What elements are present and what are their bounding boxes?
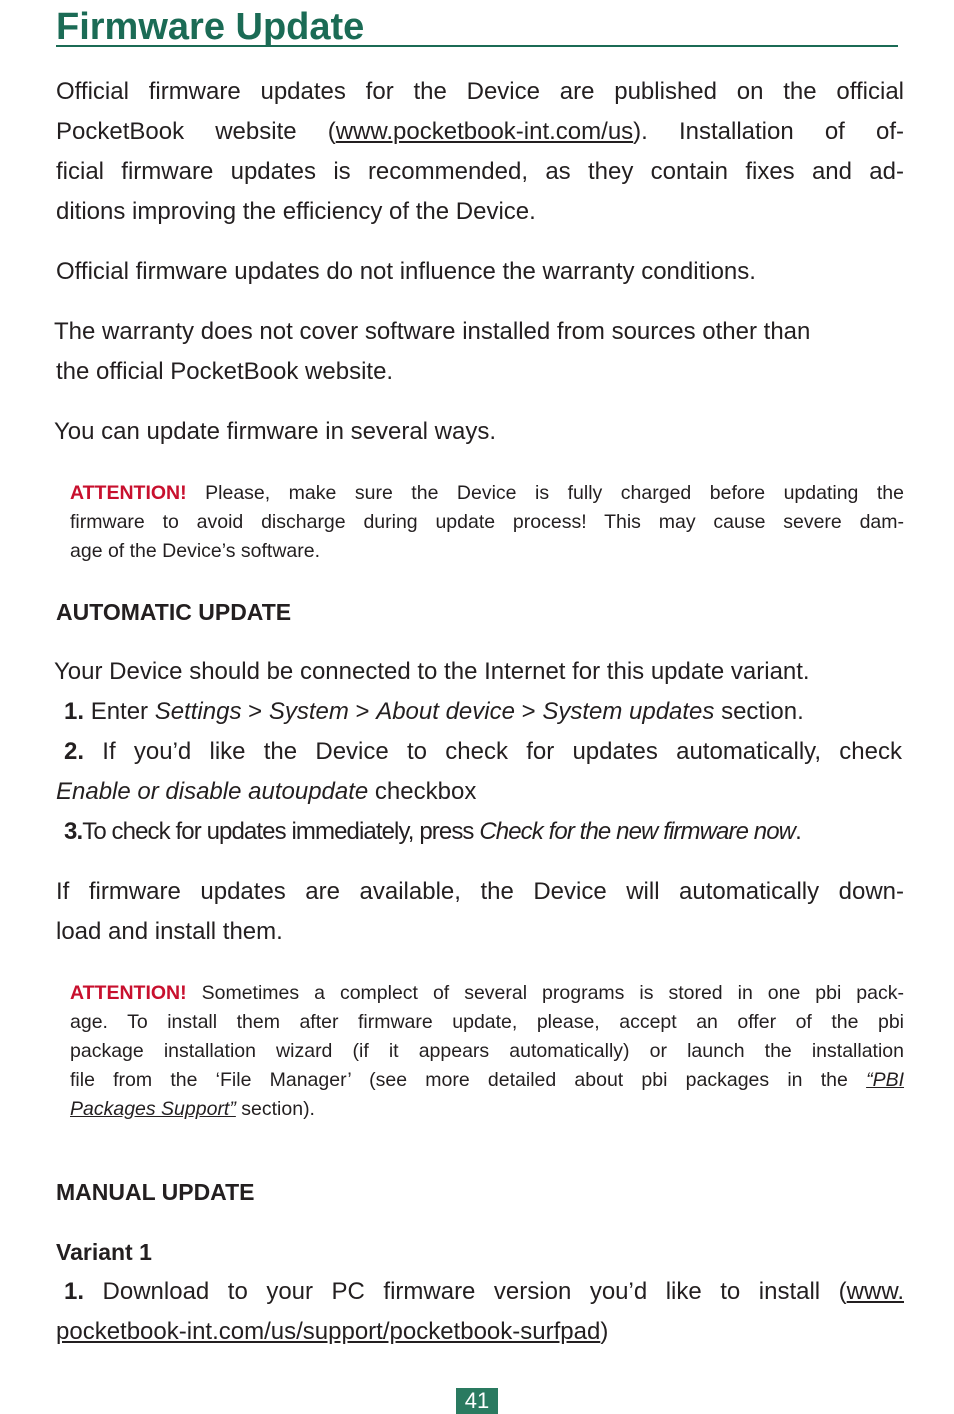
autoupdate-option-name: Enable or disable autoupdate	[56, 778, 369, 805]
menu-path-settings: Settings	[154, 698, 242, 725]
text-line: the official PocketBook website.	[56, 358, 394, 385]
text-run: section).	[241, 1098, 315, 1120]
title-rule	[56, 2, 898, 47]
text-line: package installation wizard (if it appears automatically) or launch the installation	[70, 1040, 904, 1062]
text-line	[70, 979, 904, 1008]
page-title: Firmware Update	[56, 6, 365, 48]
text-line	[56, 1312, 904, 1352]
intro-paragraph-4	[54, 412, 902, 452]
text-line: Official firmware updates for the Device are published on the official	[56, 78, 904, 105]
text-line: The warranty does not cover software installed from sources other than	[54, 318, 811, 345]
manual-update-heading: MANUAL UPDATE	[56, 1179, 255, 1205]
firmware-download-link[interactable]: www.	[846, 1278, 904, 1305]
step-number: 1.	[64, 1278, 85, 1305]
text-line: Your Device should be connected to the Internet for this update variant.	[54, 658, 810, 685]
text-run: .	[795, 818, 801, 845]
text-line: Official firmware updates do not influence the warranty conditions.	[56, 258, 756, 285]
step-1	[54, 692, 902, 732]
check-firmware-option-name: Check for the new firmware now	[479, 818, 796, 845]
automatic-update-heading: AUTOMATIC UPDATE	[56, 599, 292, 625]
attention-label: ATTENTION!	[70, 982, 187, 1004]
text-line: age of the Device’s software.	[70, 540, 321, 562]
text-line	[56, 112, 904, 152]
text-line: age. To install them after firmware update, please, accept an offer of the pbi	[70, 1011, 904, 1033]
text-line: ditions improving the efficiency of the Device.	[56, 198, 536, 225]
text-line	[70, 479, 904, 508]
text-line	[70, 1095, 904, 1124]
path-separator: >	[355, 698, 370, 725]
text-run: ). Installation of of-	[633, 118, 904, 145]
text-line: ficial firmware updates is recommended, as they contain fixes and ad-	[56, 158, 904, 185]
text-run: Enter	[90, 698, 149, 725]
text-run: )	[600, 1318, 609, 1345]
menu-path-about-device: About device	[376, 698, 515, 725]
attention-note-2	[70, 979, 904, 1124]
pocketbook-website-link[interactable]: www.pocketbook-int.com/us	[335, 118, 634, 145]
step-number: 3.	[64, 818, 83, 845]
text-line	[70, 1066, 904, 1095]
step-2	[54, 732, 902, 772]
attention-note-1	[70, 479, 904, 566]
text-run: file from the ‘File Manager’ (see more detailed about pbi packages in the	[70, 1069, 848, 1091]
text-run: To check for updates immediately, press	[82, 818, 474, 845]
automatic-update-body	[54, 652, 902, 852]
intro-paragraph-2	[56, 252, 904, 292]
step-3	[54, 812, 902, 852]
variant-1-heading: Variant 1	[56, 1239, 152, 1265]
text-line	[54, 772, 902, 812]
path-separator: >	[248, 698, 263, 725]
intro-paragraph-1	[56, 72, 904, 232]
text-run: Download to your PC firmware version you’d like to install (	[102, 1278, 847, 1305]
text-run: checkbox	[374, 778, 477, 805]
automatic-update-outro	[56, 872, 904, 952]
page-number-badge: 41	[456, 1388, 498, 1414]
menu-path-system-updates: System updates	[542, 698, 715, 725]
text-line: You can update firmware in several ways.	[54, 418, 497, 445]
step-number: 2.	[64, 738, 85, 765]
text-line: firmware to avoid discharge during update process! This may cause severe dam-	[70, 511, 904, 533]
manual-update-step-1	[56, 1272, 904, 1352]
path-separator: >	[521, 698, 536, 725]
text-run: Please, make sure the Device is fully charged before updating the	[205, 482, 905, 504]
step-1	[56, 1272, 904, 1312]
text-run: section.	[721, 698, 804, 725]
text-run: PocketBook website (	[56, 118, 336, 145]
pbi-packages-support-link[interactable]: Packages Support”	[70, 1098, 236, 1120]
text-run: If you’d like the Device to check for updates automatically, check	[102, 738, 902, 765]
text-line: If firmware updates are available, the Device will automatically down-	[56, 878, 904, 905]
pbi-packages-support-link[interactable]: “PBI	[866, 1069, 905, 1091]
attention-label: ATTENTION!	[70, 482, 187, 504]
intro-paragraph-3	[54, 312, 902, 392]
firmware-download-link[interactable]: pocketbook-int.com/us/support/pocketbook-surfpad	[56, 1318, 601, 1345]
menu-path-system: System	[268, 698, 349, 725]
step-number: 1.	[64, 698, 85, 725]
text-line: load and install them.	[56, 918, 283, 945]
text-run: Sometimes a complect of several programs is stored in one pbi pack-	[201, 982, 904, 1004]
